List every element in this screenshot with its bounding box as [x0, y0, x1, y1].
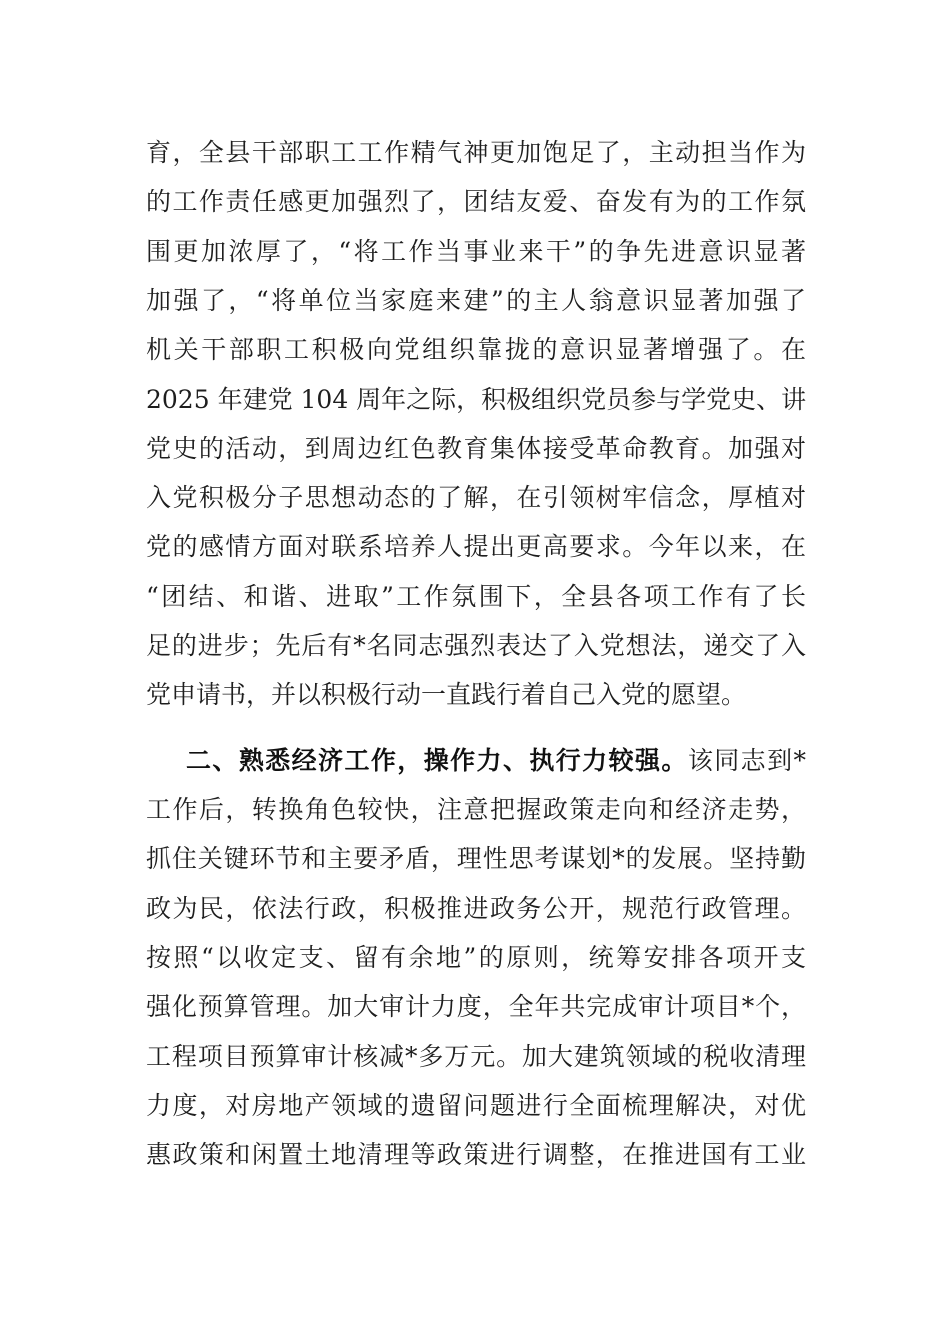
- paragraph-line: 党申请书，并以积极行动一直践行着自己入党的愿望。: [146, 680, 747, 709]
- paragraph-line: 围更加浓厚了，“将工作当事业来干”的争先进意识显著: [146, 237, 806, 266]
- paragraph-line: 2025 年建党 104 周年之际，积极组织党员参与学党史、讲: [146, 385, 807, 414]
- paragraph-line: “团结、和谐、进取”工作氛围下，全县各项工作有了长: [146, 582, 806, 611]
- paragraph-line: 政为民，依法行政，积极推进政务公开，规范行政管理。: [146, 894, 806, 923]
- paragraph-line: 党史的活动，到周边红色教育集体接受革命教育。加强对: [146, 434, 806, 463]
- paragraph-line: 强化预算管理。加大审计力度，全年共完成审计项目*个，: [146, 992, 806, 1021]
- paragraph-line: 党的感情方面对联系培养人提出更高要求。今年以来，在: [146, 532, 806, 561]
- paragraph-line: 入党积极分子思想动态的了解，在引领树牢信念，厚植对: [146, 483, 806, 512]
- paragraph-line: 抓住关键环节和主要矛盾，理性思考谋划*的发展。坚持勤: [146, 844, 806, 873]
- paragraph-line: 工程项目预算审计核减*多万元。加大建筑领域的税收清理: [146, 1042, 806, 1071]
- paragraph-line: 力度，对房地产领域的遗留问题进行全面梳理解决，对优: [146, 1091, 806, 1120]
- section-heading: 二、熟悉经济工作，操作力、执行力较强。: [186, 746, 688, 775]
- paragraph-line: 的工作责任感更加强烈了，团结友爱、奋发有为的工作氛: [146, 187, 806, 216]
- section-heading-line: [186, 741, 806, 781]
- paragraph-line: 加强了，“将单位当家庭来建”的主人翁意识显著加强了: [146, 286, 806, 315]
- paragraph-line: 工作后，转换角色较快，注意把握政策走向和经济走势，: [146, 795, 806, 824]
- paragraph-line: 惠政策和闲置土地清理等政策进行调整，在推进国有工业: [146, 1140, 806, 1169]
- paragraph-line: 足的进步；先后有*名同志强烈表达了入党想法，递交了入: [146, 631, 806, 660]
- paragraph-line: 机关干部职工积极向党组织靠拢的意识显著增强了。在: [146, 335, 806, 364]
- paragraph-line: 育，全县干部职工工作精气神更加饱足了，主动担当作为: [146, 138, 806, 167]
- heading-line-rest: 该同志到*: [687, 746, 806, 775]
- paragraph-line: 按照“以收定支、留有余地”的原则，统筹安排各项开支: [146, 943, 806, 972]
